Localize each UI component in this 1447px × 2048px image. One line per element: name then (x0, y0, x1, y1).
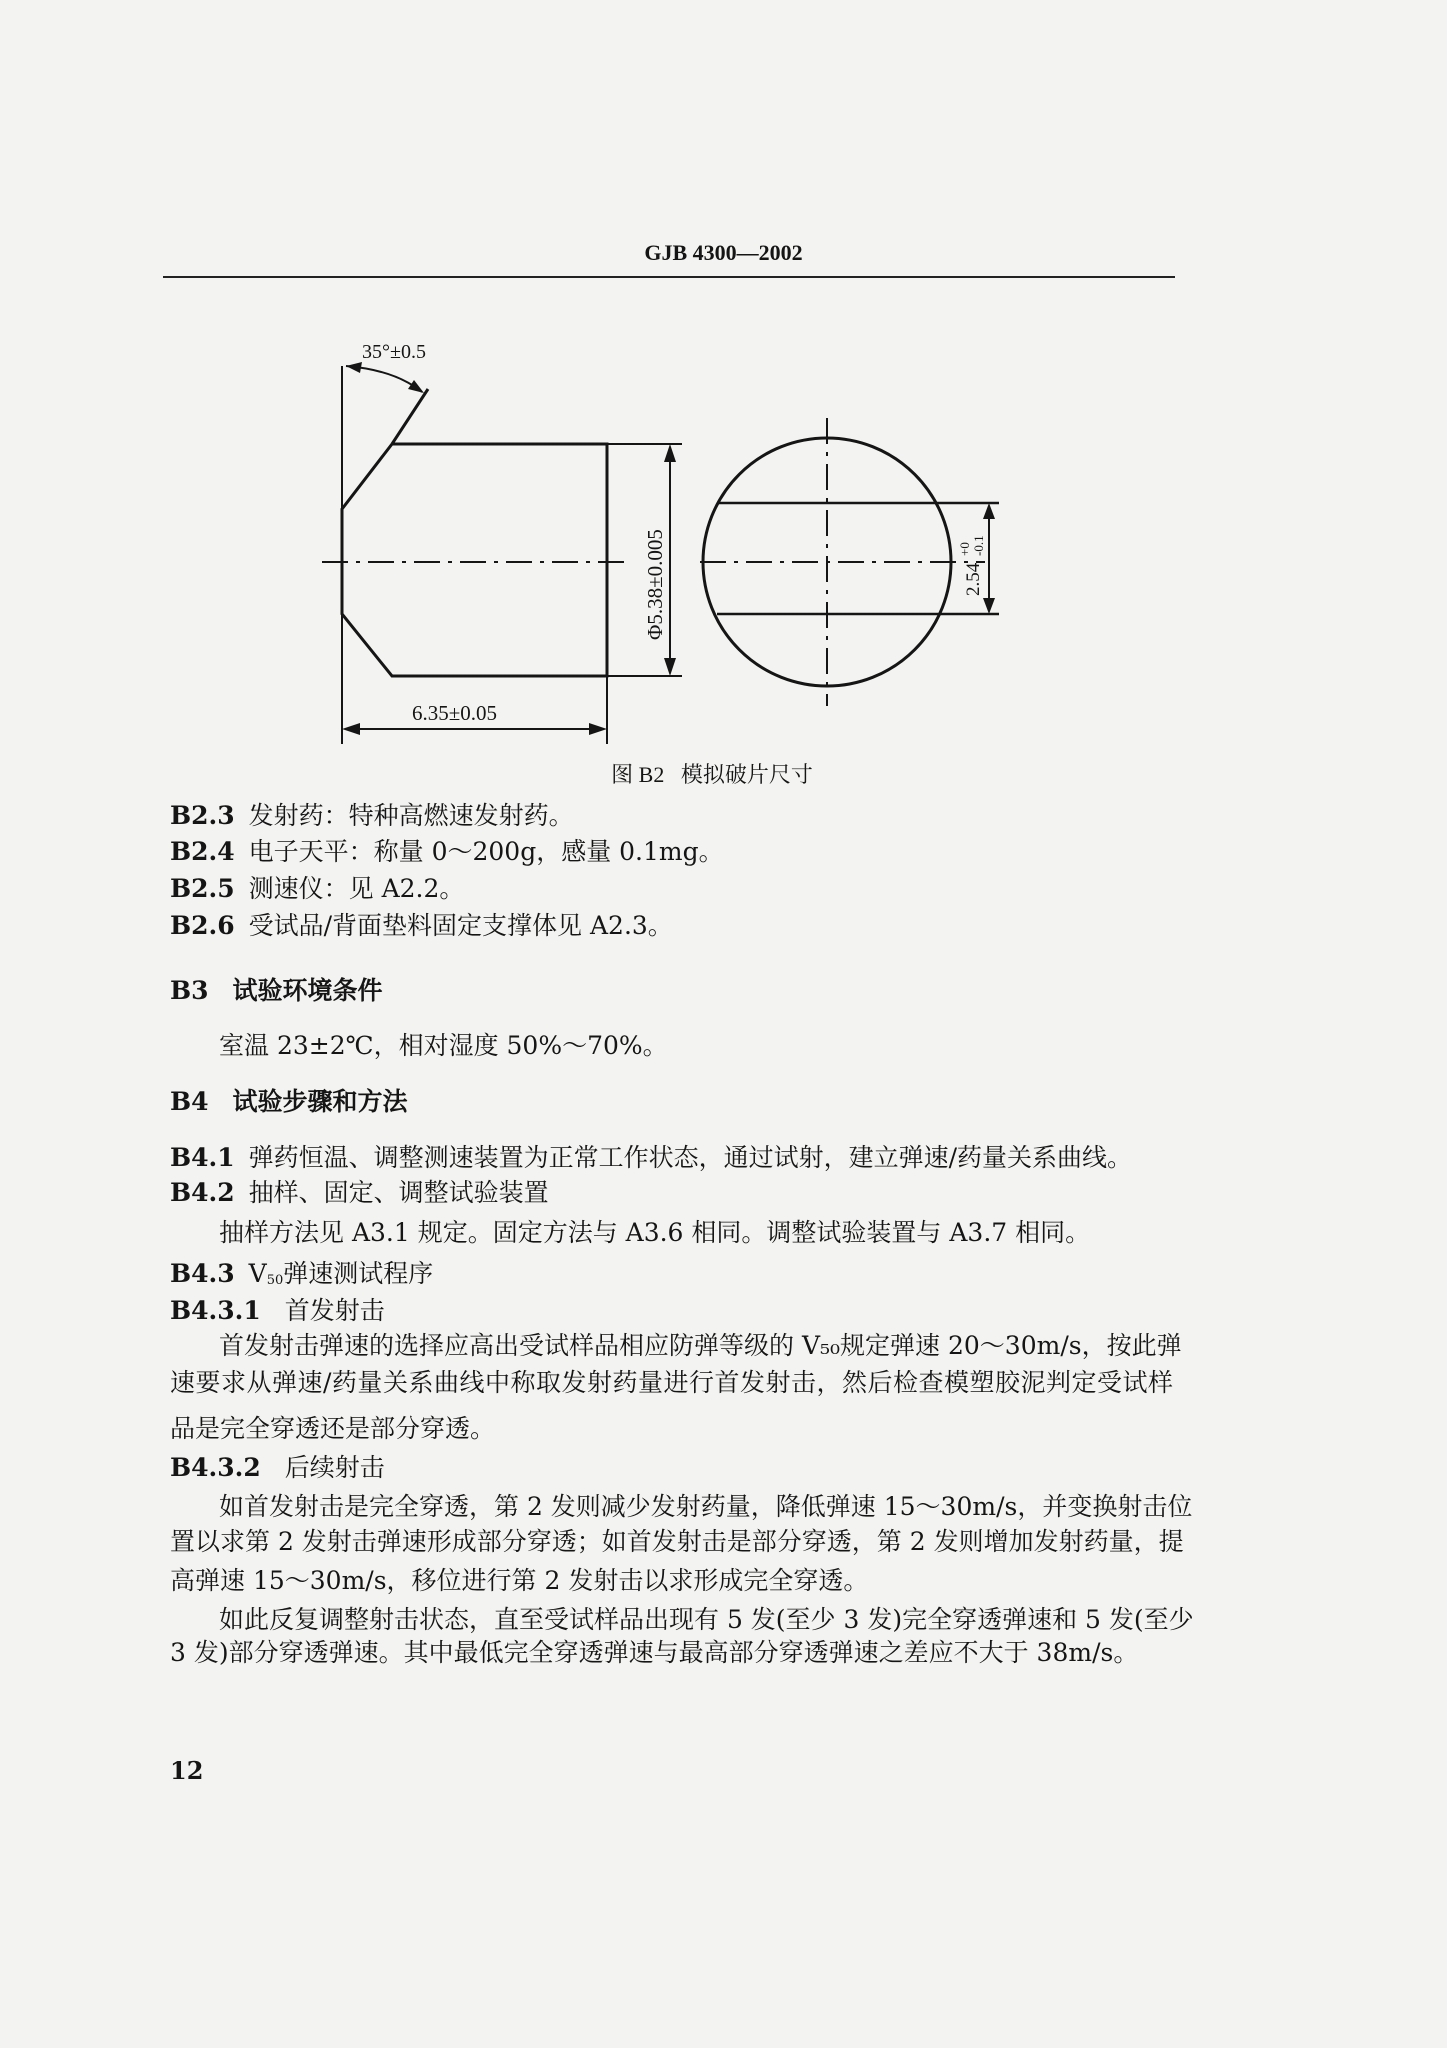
section-b3-heading (170, 975, 383, 1007)
item-label: B2.5 (170, 874, 235, 903)
item-label: B4.3.1 (170, 1296, 261, 1325)
paragraph-line: 首发射击弹速的选择应高出受试样品相应防弹等级的 V₅₀规定弹速 20～30m/s，按此弹 (219, 1331, 1182, 1360)
section-b4-2-text: 抽样方法见 A3.1 规定。固定方法与 A3.6 相同。调整试验装置与 A3.7 相同。 (219, 1218, 1091, 1247)
item-text: 弹药恒温、调整测速装置为正常工作状态，通过试射，建立弹速/药量关系曲线。 (248, 1143, 1133, 1172)
figure-caption: 图 B2 模拟破片尺寸 (611, 762, 813, 787)
item-text: 测速仪：见 A2.2。 (248, 874, 465, 903)
section-b4-1 (170, 1142, 1132, 1174)
angle-dimension-label: 35°±0.5 (362, 341, 426, 363)
item-text: 发射药：特种高燃速发射药。 (248, 801, 574, 830)
paragraph-line: 置以求第 2 发射击弹速形成部分穿透；如首发射击是部分穿透，第 2 发则增加发射药量，提 (170, 1527, 1184, 1556)
flat-tol-upper: +0 (957, 542, 972, 556)
item-label: B4.3 (170, 1259, 235, 1288)
flat-tol-lower: -0.1 (971, 535, 986, 556)
paragraph-line: 如此反复调整射击状态，直至受试样品出现有 5 发(至少 3 发)完全穿透弹速和 5 发(至少 (219, 1605, 1194, 1634)
section-b3-text: 室温 23±2℃，相对湿度 50%～70%。 (219, 1031, 668, 1060)
section-b4-2-heading (170, 1177, 549, 1209)
flat-dimension-label: 2.54 (963, 562, 984, 596)
item-label: B4.3.2 (170, 1453, 261, 1482)
section-title: 试验环境条件 (232, 976, 383, 1005)
item-title: 弹速测试程序 (283, 1259, 434, 1288)
item-b2-3 (170, 800, 574, 832)
item-text: 电子天平：称量 0～200g，感量 0.1mg。 (248, 837, 724, 866)
section-b4-3-1-heading (170, 1295, 385, 1327)
page-number: 12 (170, 1756, 204, 1785)
section-b4-3-heading (170, 1258, 433, 1297)
paragraph-line: 品是完全穿透还是部分穿透。 (170, 1414, 496, 1443)
item-title: 抽样、固定、调整试验装置 (248, 1178, 549, 1207)
fragment-side-outline (342, 389, 607, 676)
item-b2-6 (170, 910, 673, 942)
item-label: B4.1 (170, 1143, 235, 1172)
item-title: 后续射击 (284, 1453, 385, 1482)
length-dimension-label: 6.35±0.05 (412, 701, 498, 725)
item-label: B2.4 (170, 837, 235, 866)
paragraph-line: 速要求从弹速/药量关系曲线中称取发射药量进行首发射击，然后检查模塑胶泥判定受试样 (170, 1368, 1173, 1397)
v-subscript: 50 (266, 1273, 284, 1288)
paragraph-line: 3 发)部分穿透弹速。其中最低完全穿透弹速与最高部分穿透弹速之差应不大于 38m/s。 (170, 1638, 1139, 1667)
item-b2-4 (170, 836, 724, 868)
diameter-dimension-label: Φ5.38±0.005 (643, 529, 667, 640)
section-label: B3 (170, 976, 209, 1005)
section-b4-3-2-heading (170, 1452, 385, 1484)
item-b2-5 (170, 873, 464, 905)
item-label: B4.2 (170, 1178, 235, 1207)
section-title: 试验步骤和方法 (232, 1087, 408, 1116)
item-label: B2.3 (170, 801, 235, 830)
v-symbol: V (248, 1259, 267, 1288)
section-label: B4 (170, 1087, 209, 1116)
paragraph-line: 如首发射击是完全穿透，第 2 发则减少发射药量，降低弹速 15～30m/s，并变换射击位 (219, 1492, 1193, 1521)
item-title: 首发射击 (284, 1296, 385, 1325)
fragment-dimension-figure (0, 0, 1447, 800)
document-code-header: GJB 4300—2002 (644, 240, 803, 265)
paragraph-line: 高弹速 15～30m/s，移位进行第 2 发射击以求形成完全穿透。 (170, 1566, 869, 1595)
item-text: 受试品/背面垫料固定支撑体见 A2.3。 (248, 911, 673, 940)
section-b4-heading (170, 1086, 408, 1118)
item-label: B2.6 (170, 911, 235, 940)
